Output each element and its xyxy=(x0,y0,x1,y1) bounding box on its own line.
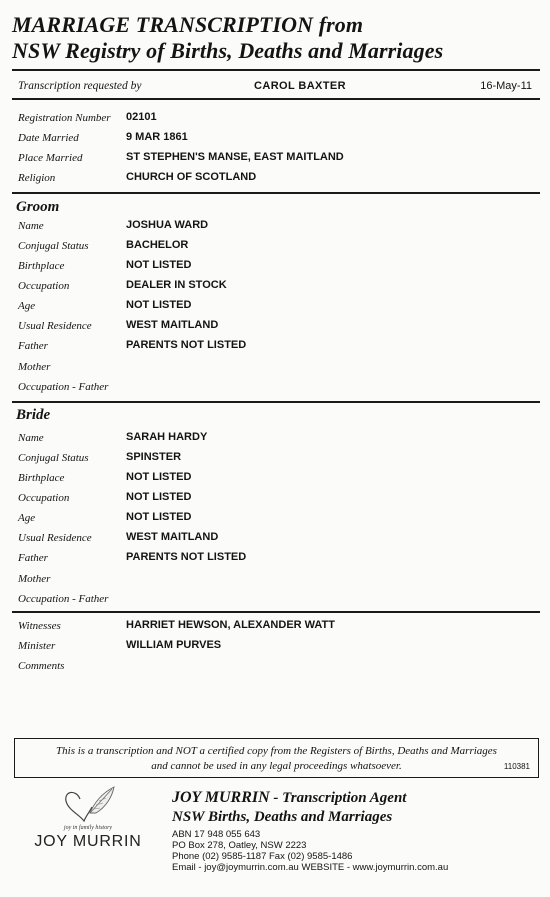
groom-father-label: Father xyxy=(18,340,48,352)
bride-residence-label: Usual Residence xyxy=(18,532,92,544)
groom-father-occupation-label: Occupation - Father xyxy=(18,381,109,393)
logo-name: JOY MURRIN xyxy=(34,833,142,850)
agent-address: PO Box 278, Oatley, NSW 2223 xyxy=(172,840,307,851)
groom-name-label: Name xyxy=(18,220,44,232)
groom-conjugal-status-value: BACHELOR xyxy=(126,239,189,251)
bride-age-label: Age xyxy=(18,512,36,524)
logo-tagline: joy in family history xyxy=(63,825,113,831)
bride-rule xyxy=(12,401,540,403)
groom-conjugal-status-label: Conjugal Status xyxy=(18,240,89,252)
bride-birthplace-value: NOT LISTED xyxy=(126,471,192,483)
agent-role: - Transcription Agent xyxy=(269,790,407,806)
disclaimer-code: 110381 xyxy=(503,762,530,771)
bride-mother-label: Mother xyxy=(18,573,51,585)
date-married-value: 9 MAR 1861 xyxy=(126,131,188,143)
groom-birthplace-value: NOT LISTED xyxy=(126,259,192,271)
bride-name-label: Name xyxy=(18,432,44,444)
document-title-line1: MARRIAGE TRANSCRIPTION from xyxy=(12,12,364,37)
agent-heading xyxy=(172,789,406,807)
bride-birthplace-label: Birthplace xyxy=(18,472,65,484)
request-rule xyxy=(12,98,540,100)
bride-residence-value: WEST MAITLAND xyxy=(126,531,219,543)
groom-residence-label: Usual Residence xyxy=(18,320,92,332)
groom-name-value: JOSHUA WARD xyxy=(126,219,209,231)
bride-conjugal-status-label: Conjugal Status xyxy=(18,452,89,464)
groom-rule xyxy=(12,192,540,194)
comments-label: Comments xyxy=(18,660,65,672)
agent-email-website: Email - joy@joymurrin.com.au WEBSITE - www.joymurrin.com.au xyxy=(172,862,449,873)
place-married-label: Place Married xyxy=(18,152,83,164)
bride-father-value: PARENTS NOT LISTED xyxy=(126,551,247,563)
bride-age-value: NOT LISTED xyxy=(126,511,192,523)
place-married-value: ST STEPHEN'S MANSE, EAST MAITLAND xyxy=(126,151,344,163)
bride-father-occupation-label: Occupation - Father xyxy=(18,593,109,605)
groom-mother-label: Mother xyxy=(18,361,51,373)
groom-age-value: NOT LISTED xyxy=(126,299,192,311)
groom-occupation-label: Occupation xyxy=(18,280,70,292)
request-date: 16-May-11 xyxy=(480,80,532,92)
disclaimer-text: This is a transcription and NOT a certified copy from the Registers of Births, Deaths and Marriages and cannot be used in any legal proceedings whatsoever. xyxy=(56,745,497,772)
requested-by-label: Transcription requested by xyxy=(18,80,142,92)
agent-abn: ABN 17 948 055 643 xyxy=(172,829,261,840)
registration-number-label: Registration Number xyxy=(18,112,111,124)
groom-occupation-value: DEALER IN STOCK xyxy=(126,279,227,291)
religion-value: CHURCH OF SCOTLAND xyxy=(126,171,257,183)
heart-feather-icon xyxy=(28,783,148,825)
groom-age-label: Age xyxy=(18,300,36,312)
groom-father-value: PARENTS NOT LISTED xyxy=(126,339,247,351)
document-title-line2: NSW Registry of Births, Deaths and Marriages xyxy=(12,38,444,63)
groom-residence-value: WEST MAITLAND xyxy=(126,319,219,331)
agent-subtitle: NSW Births, Deaths and Marriages xyxy=(172,809,393,825)
bride-occupation-label: Occupation xyxy=(18,492,70,504)
bride-occupation-value: NOT LISTED xyxy=(126,491,192,503)
minister-value: WILLIAM PURVES xyxy=(126,639,222,651)
religion-label: Religion xyxy=(18,172,56,184)
joy-murrin-logo xyxy=(28,783,148,863)
title-rule xyxy=(12,69,540,71)
agent-name: JOY MURRIN xyxy=(172,789,270,806)
requested-by-name: CAROL BAXTER xyxy=(254,80,346,92)
groom-heading: Groom xyxy=(16,199,60,215)
registration-number-value: 02101 xyxy=(126,111,157,123)
witness-rule xyxy=(12,611,540,613)
groom-birthplace-label: Birthplace xyxy=(18,260,65,272)
bride-heading: Bride xyxy=(16,407,51,423)
minister-label: Minister xyxy=(18,640,56,652)
witnesses-label: Witnesses xyxy=(18,620,61,632)
bride-father-label: Father xyxy=(18,552,48,564)
agent-phone: Phone (02) 9585-1187 Fax (02) 9585-1486 xyxy=(172,851,353,862)
witnesses-value: HARRIET HEWSON, ALEXANDER WATT xyxy=(126,619,335,631)
date-married-label: Date Married xyxy=(18,132,79,144)
bride-conjugal-status-value: SPINSTER xyxy=(126,451,182,463)
bride-name-value: SARAH HARDY xyxy=(126,431,208,443)
disclaimer-box xyxy=(14,738,539,778)
